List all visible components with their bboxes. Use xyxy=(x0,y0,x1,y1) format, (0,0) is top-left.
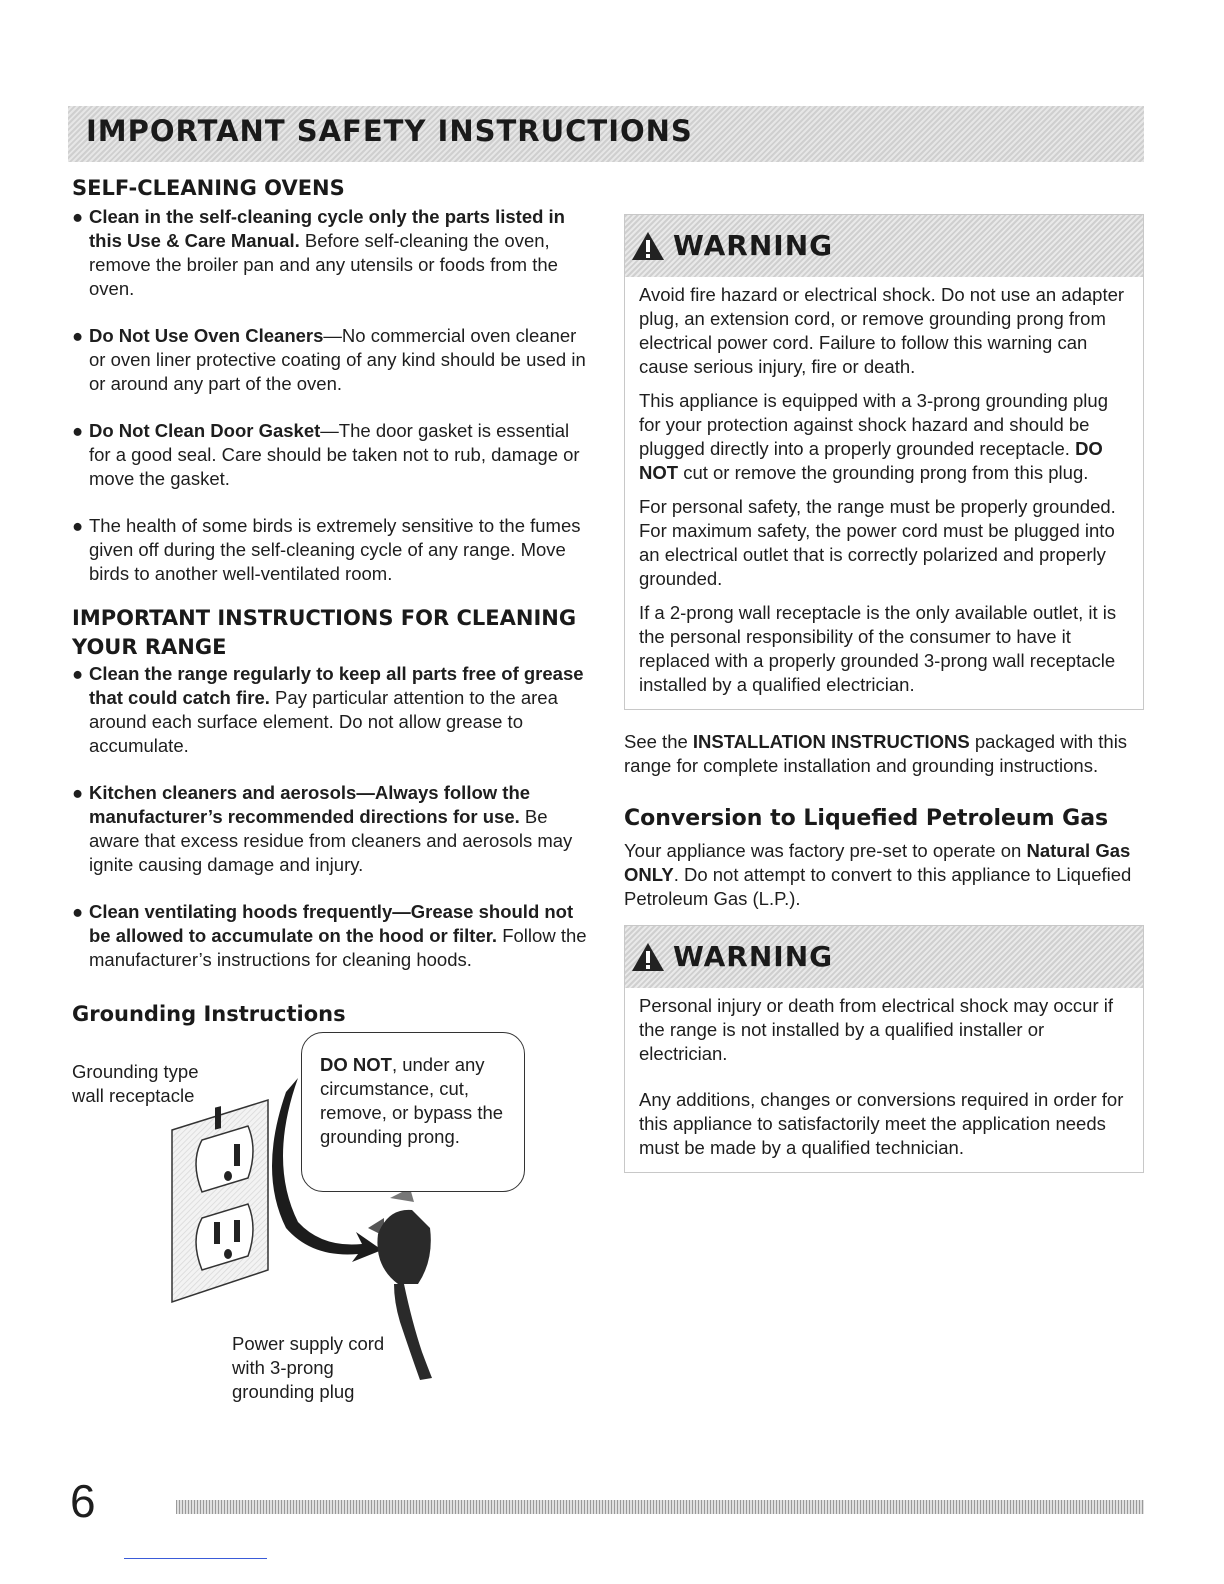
do-not-callout xyxy=(301,1032,525,1192)
list-item xyxy=(72,900,592,972)
page-banner xyxy=(68,106,1144,162)
slot-upper-right xyxy=(234,1144,240,1166)
callout-text: , under any circumstance, cut, remove, or bypass the grounding prong. xyxy=(320,1054,504,1147)
item-text: Before self-cleaning the oven, remove the broiler pan and any utensils or foods from the oven. xyxy=(89,230,558,299)
page-number: 6 xyxy=(70,1475,96,1527)
note-text: See the xyxy=(624,731,693,752)
item-text: Follow the manufacturer’s instructions for cleaning hoods. xyxy=(89,925,587,970)
bullet-icon: ● xyxy=(72,782,84,803)
warning-triangle-icon xyxy=(631,942,665,972)
banner-title: IMPORTANT SAFETY INSTRUCTIONS xyxy=(86,114,693,148)
list-item xyxy=(72,514,592,586)
warning-title: WARNING xyxy=(673,940,834,973)
bullet-icon: ● xyxy=(72,325,84,346)
divider-line xyxy=(124,1558,267,1559)
plug-icon xyxy=(377,1210,430,1284)
list-item xyxy=(72,205,592,301)
item-bold: Clean in the self-cleaning cycle only the parts listed in this Use & Care Manual. xyxy=(89,206,565,251)
warning-paragraph: Any additions, changes or conversions required in order for this appliance to satisfactorily meet the application needs must be made by a qualified technician. xyxy=(639,1089,1124,1158)
warning-box-installer xyxy=(624,925,1144,1173)
warning-paragraph: Avoid fire hazard or electrical shock. Do not use an adapter plug, an extension cord, or remove grounding prong from electrical power cord. Failure to follow this warning can cause serious injury, fire or death. xyxy=(639,284,1125,377)
warning-text: This appliance is equipped with a 3-prong grounding plug for your protection against shock hazard and should be plugged directly into a properly grounded receptacle. xyxy=(639,390,1108,459)
conversion-plain: Your appliance was factory pre-set to operate on xyxy=(624,840,1027,861)
ground-hole-upper xyxy=(224,1171,232,1181)
cord-label: Power supply cord with 3-prong grounding plug xyxy=(232,1333,385,1402)
note-bold: INSTALLATION INSTRUCTIONS xyxy=(692,731,970,752)
warning-bold: DO NOT xyxy=(639,438,1103,483)
self-cleaning-heading: SELF-CLEANING OVENS xyxy=(72,176,345,200)
grounding-diagram xyxy=(72,1022,592,1422)
warning-box-power xyxy=(624,214,1144,710)
installation-note xyxy=(624,730,1144,778)
conversion-heading: Conversion to Liquefied Petroleum Gas xyxy=(624,806,1109,831)
warning-body xyxy=(625,277,1143,709)
warning-paragraph: For personal safety, the range must be properly grounded. For maximum safety, the power cord must be plugged into an electrical outlet that is correctly polarized and properly grounded. xyxy=(639,496,1116,589)
ground-hole-lower xyxy=(224,1249,232,1259)
receptacle-label: Grounding type wall receptacle xyxy=(72,1061,199,1106)
list-item xyxy=(72,662,592,758)
item-bold: Do Not Use Oven Cleaners xyxy=(89,325,324,346)
item-text: The health of some birds is extremely sensitive to the fumes given off during the self-cleaning cycle of any range. Move birds to another well-ventilated room. xyxy=(89,515,581,584)
wall-plate xyxy=(172,1100,268,1302)
warning-body xyxy=(625,988,1143,1172)
bullet-icon: ● xyxy=(72,901,84,922)
item-bold: Clean the range regularly to keep all parts free of grease that could catch fire. xyxy=(89,663,584,708)
conversion-text xyxy=(624,839,1144,911)
item-text: —No commercial oven cleaner or oven liner protective coating of any kind should be used in or around any part of the oven. xyxy=(89,325,586,394)
slot-lower-left xyxy=(214,1222,220,1244)
list-item xyxy=(72,324,592,396)
item-text: —The door gasket is essential for a good seal. Care should be taken not to rub, damage or move the gasket. xyxy=(89,420,580,489)
callout-bold: DO NOT xyxy=(320,1054,392,1075)
bullet-icon: ● xyxy=(72,515,84,536)
left-column xyxy=(72,174,592,1029)
right-column xyxy=(624,214,1144,1173)
list-item xyxy=(72,781,592,877)
slot-upper-left xyxy=(215,1106,221,1130)
grounding-heading: Grounding Instructions xyxy=(72,1002,346,1026)
warning-paragraph xyxy=(639,389,1129,485)
warning-paragraph: If a 2-prong wall receptacle is the only available outlet, it is the personal responsibility of the consumer to have it replaced with a properly grounded 3-prong wall receptacle installed by a qualified electrician. xyxy=(639,602,1117,695)
item-text: Be aware that excess residue from cleaners and aerosols may ignite causing damage and injury. xyxy=(89,806,573,875)
slot-lower-right xyxy=(234,1220,240,1242)
item-bold: Kitchen cleaners and aerosols—Always follow the manufacturer’s recommended directions for use. xyxy=(89,782,531,827)
bullet-icon: ● xyxy=(72,663,84,684)
item-bold: Clean ventilating hoods frequently—Grease should not be allowed to accumulate on the hood or filter. xyxy=(89,901,574,946)
list-item xyxy=(72,419,592,491)
warning-header xyxy=(625,215,1143,277)
note-text: packaged with this range for complete installation and grounding instructions. xyxy=(624,731,1128,776)
warning-title: WARNING xyxy=(673,229,834,262)
bullet-icon: ● xyxy=(72,206,84,227)
warning-triangle-icon xyxy=(631,231,665,261)
conversion-plain: . Do not attempt to convert to this appliance to Liquefied Petroleum Gas (L.P.). xyxy=(624,864,1132,909)
warning-text: cut or remove the grounding prong from this plug. xyxy=(678,462,1089,483)
warning-paragraph: Personal injury or death from electrical shock may occur if the range is not installed by a qualified installer or electrician. xyxy=(639,995,1113,1064)
conversion-bold: Natural Gas ONLY xyxy=(624,840,1131,885)
footer-bar xyxy=(176,1500,1144,1514)
item-bold: Do Not Clean Door Gasket xyxy=(89,420,321,441)
warning-header xyxy=(625,926,1143,988)
bullet-icon: ● xyxy=(72,420,84,441)
item-text: Pay particular attention to the area around each surface element. Do not allow grease to accumulate. xyxy=(89,687,558,756)
cleaning-range-heading: IMPORTANT INSTRUCTIONS FOR CLEANING YOUR RANGE xyxy=(72,606,577,659)
